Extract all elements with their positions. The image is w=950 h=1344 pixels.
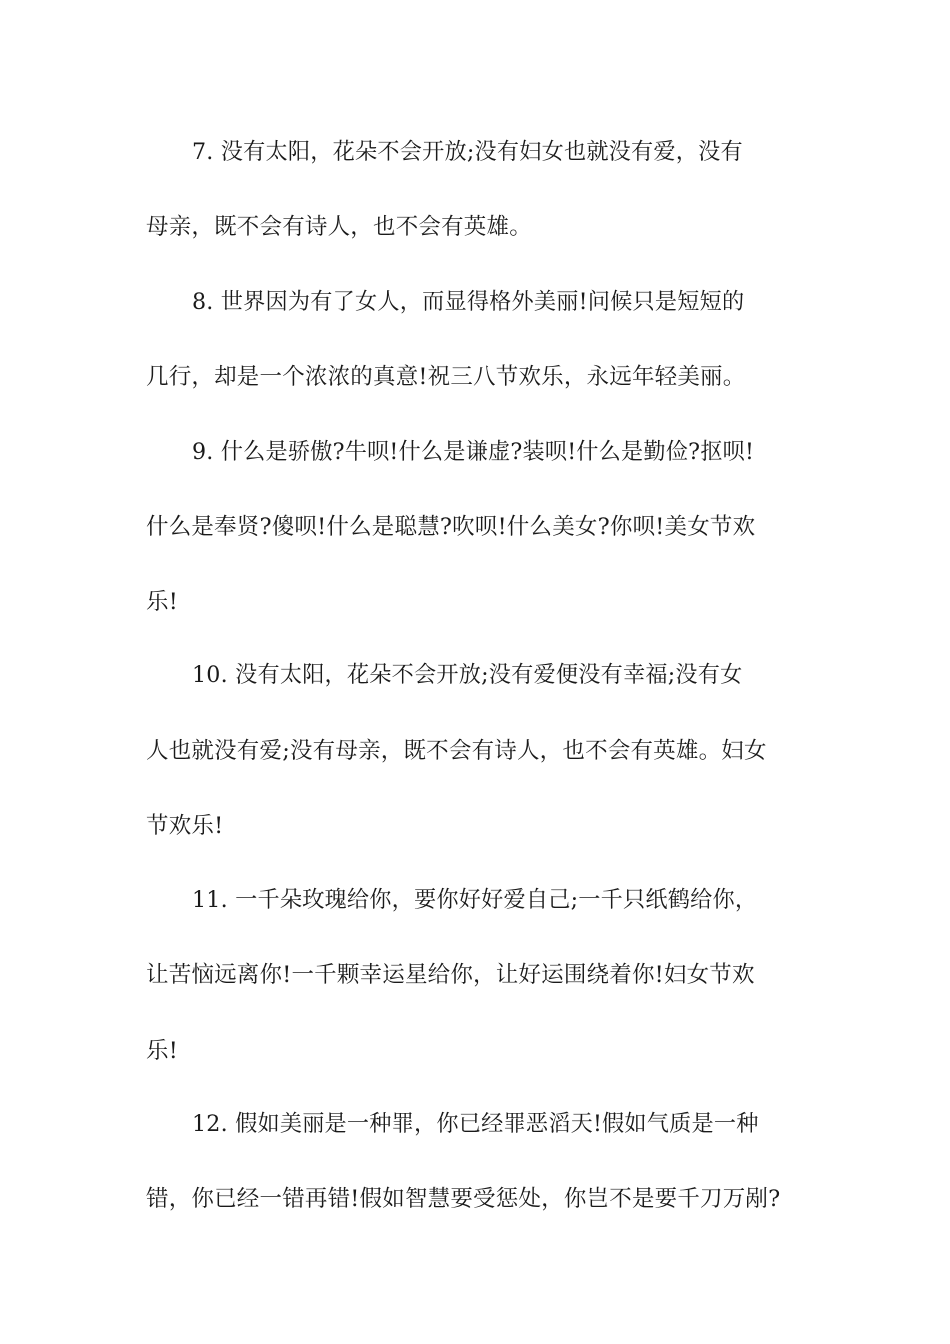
paragraph-11-line-2: 让苦恼远离你!一千颗幸运星给你，让好运围绕着你!妇女节欢 xyxy=(146,962,755,988)
paragraph-9-line-2: 什么是奉贤?傻呗!什么是聪慧?吹呗!什么美女?你呗!美女节欢 xyxy=(146,514,756,540)
paragraph-12-line-2: 错，你已经一错再错!假如智慧要受惩处，你岂不是要千刀万剐? xyxy=(146,1186,781,1212)
paragraph-10-line-1: 10. 没有太阳，花朵不会开放;没有爱便没有幸福;没有女 xyxy=(192,662,743,688)
paragraph-8-line-2: 几行，却是一个浓浓的真意!祝三八节欢乐，永远年轻美丽。 xyxy=(146,364,746,390)
paragraph-8-line-1: 8. 世界因为有了女人，而显得格外美丽!问候只是短短的 xyxy=(192,289,745,315)
paragraph-12-line-1: 12. 假如美丽是一种罪，你已经罪恶滔天!假如气质是一种 xyxy=(192,1111,759,1137)
paragraph-7-line-1: 7. 没有太阳，花朵不会开放;没有妇女也就没有爱，没有 xyxy=(192,139,743,165)
paragraph-9-line-3: 乐! xyxy=(146,589,178,615)
paragraph-9-line-1: 9. 什么是骄傲?牛呗!什么是谦虚?装呗!什么是勤俭?抠呗! xyxy=(192,439,755,465)
paragraph-10-line-2: 人也就没有爱;没有母亲，既不会有诗人，也不会有英雄。妇女 xyxy=(146,738,767,764)
paragraph-11-line-3: 乐! xyxy=(146,1038,178,1064)
paragraph-11-line-1: 11. 一千朵玫瑰给你，要你好好爱自己;一千只纸鹤给你， xyxy=(192,887,758,913)
paragraph-7-line-2: 母亲，既不会有诗人，也不会有英雄。 xyxy=(146,214,532,240)
paragraph-10-line-3: 节欢乐! xyxy=(146,813,224,839)
